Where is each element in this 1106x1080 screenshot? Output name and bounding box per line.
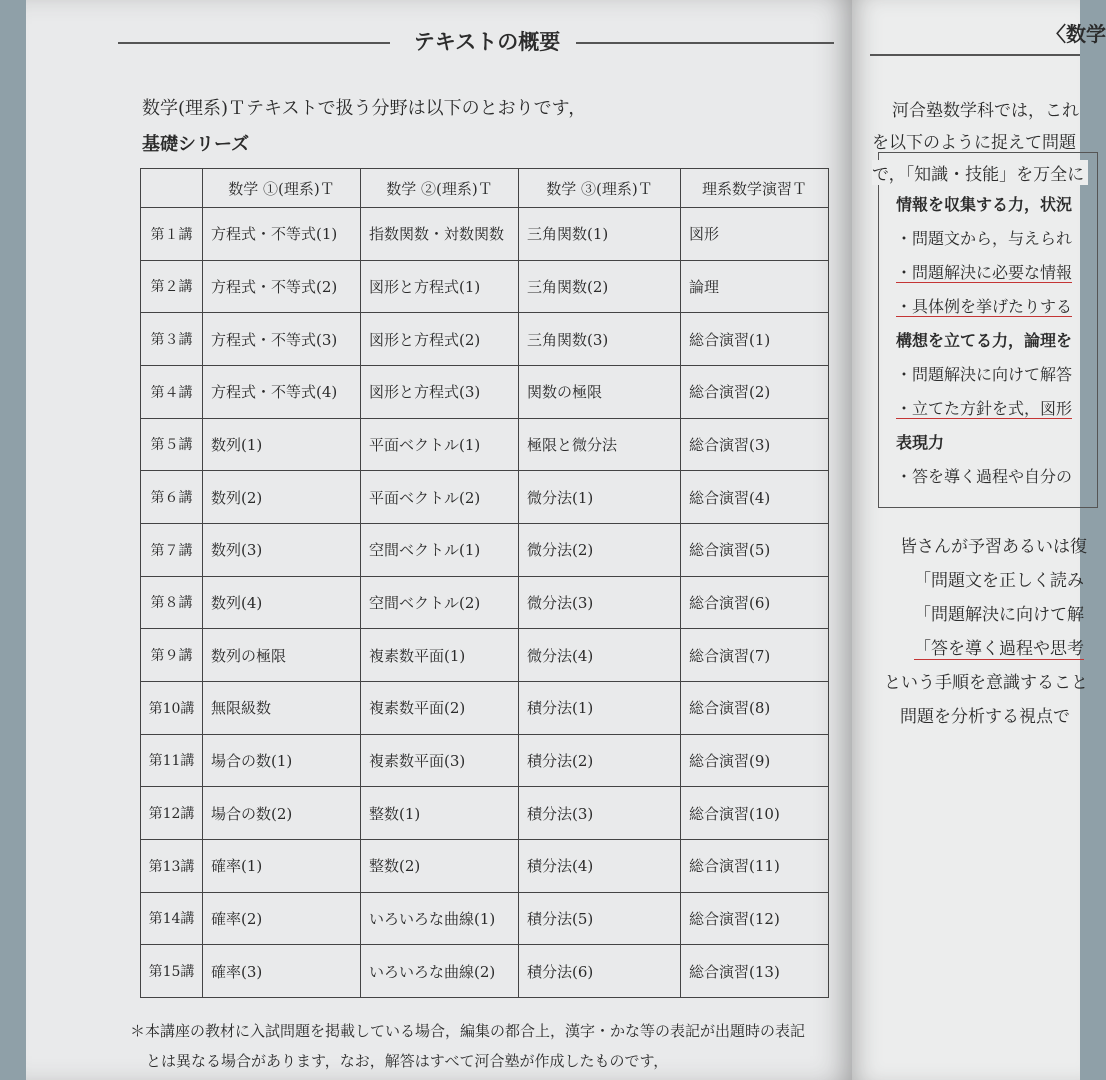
topic-cell: 場合の数(2) xyxy=(203,787,361,840)
topic-cell: 総合演習(1) xyxy=(681,313,829,366)
topic-cell: 複素数平面(3) xyxy=(361,734,519,787)
table-row xyxy=(141,681,829,734)
lecture-number-cell: 第９講 xyxy=(141,629,203,682)
lecture-number-cell: 第12講 xyxy=(141,787,203,840)
topic-cell: 数列の極限 xyxy=(203,629,361,682)
skills-box-item xyxy=(896,294,1072,317)
heading-rule-left xyxy=(118,42,390,44)
topic-cell: 総合演習(6) xyxy=(681,576,829,629)
lecture-number-cell: 第８講 xyxy=(141,576,203,629)
table-row xyxy=(141,787,829,840)
table-row xyxy=(141,629,829,682)
right-paragraph-line: 「問題解決に向けて解 xyxy=(914,605,1084,625)
skills-box-item: ・問題解決に向けて解答 xyxy=(896,365,1073,384)
skills-box-item xyxy=(896,396,1072,419)
topic-cell: 総合演習(3) xyxy=(681,418,829,471)
topic-cell: 関数の極限 xyxy=(519,365,681,418)
intro-text: 数学(理系)Ｔテキストで扱う分野は以下のとおりです， xyxy=(142,98,587,119)
topic-cell: 空間ベクトル(1) xyxy=(361,523,519,576)
header-cell: 数学 ③(理系)Ｔ xyxy=(519,169,681,208)
topic-cell: 積分法(1) xyxy=(519,681,681,734)
topic-cell: 積分法(5) xyxy=(519,892,681,945)
header-cell: 数学 ②(理系)Ｔ xyxy=(361,169,519,208)
topic-cell: 積分法(2) xyxy=(519,734,681,787)
topic-cell: 指数関数・対数関数 xyxy=(361,208,519,261)
topic-cell: 数列(4) xyxy=(203,576,361,629)
header-cell: 数学 ①(理系)Ｔ xyxy=(203,169,361,208)
lecture-number-cell: 第７講 xyxy=(141,523,203,576)
right-paragraph-line: 「問題文を正しく読み xyxy=(914,571,1084,591)
series-label: 基礎シリーズ xyxy=(142,134,250,155)
topic-cell: 積分法(3) xyxy=(519,787,681,840)
topic-cell: 総合演習(7) xyxy=(681,629,829,682)
topic-cell: 平面ベクトル(1) xyxy=(361,418,519,471)
lecture-number-cell: 第５講 xyxy=(141,418,203,471)
topic-cell: 図形 xyxy=(681,208,829,261)
footnote-line-2: とは異なる場合があります，なお，解答はすべて河合塾が作成したものです， xyxy=(146,1052,669,1070)
skills-box-item-text: ・問題解決に必要な情報 xyxy=(896,263,1073,282)
topic-cell: 総合演習(12) xyxy=(681,892,829,945)
right-paragraph-text: 「答を導く過程や思考 xyxy=(914,639,1084,659)
topic-cell: いろいろな曲線(2) xyxy=(361,945,519,998)
header-cell: 理系数学演習Ｔ xyxy=(681,169,829,208)
topic-cell: 総合演習(13) xyxy=(681,945,829,998)
lecture-number-cell: 第１講 xyxy=(141,208,203,261)
lecture-number-cell: 第４講 xyxy=(141,365,203,418)
topic-cell: 三角関数(2) xyxy=(519,260,681,313)
right-paragraph-line: 河合塾数学科では，これ xyxy=(892,101,1079,121)
table-row xyxy=(141,523,829,576)
lecture-number-cell: 第２講 xyxy=(141,260,203,313)
lecture-number-cell: 第14講 xyxy=(141,892,203,945)
table-row xyxy=(141,734,829,787)
topic-cell: 三角関数(1) xyxy=(519,208,681,261)
syllabus-table xyxy=(140,168,829,998)
topic-cell: 数列(2) xyxy=(203,471,361,524)
right-paragraph-line: を以下のように捉えて問題 xyxy=(872,133,1076,153)
right-paragraph-line: で，「知識・技能」を万全に xyxy=(872,160,1088,185)
right-page-rule xyxy=(870,54,1080,56)
topic-cell: 複素数平面(2) xyxy=(361,681,519,734)
topic-cell: 整数(1) xyxy=(361,787,519,840)
right-paragraph-line: 問題を分析する視点で xyxy=(900,707,1070,727)
lecture-number-cell: 第11講 xyxy=(141,734,203,787)
section-heading xyxy=(118,22,834,62)
topic-cell: 無限級数 xyxy=(203,681,361,734)
topic-cell: 極限と微分法 xyxy=(519,418,681,471)
skills-box-item xyxy=(896,260,1072,283)
table-row xyxy=(141,260,829,313)
topic-cell: 方程式・不等式(4) xyxy=(203,365,361,418)
table-row xyxy=(141,892,829,945)
right-paragraph-line xyxy=(914,634,1084,659)
topic-cell: 総合演習(8) xyxy=(681,681,829,734)
table-header-row xyxy=(141,169,829,208)
header-cell xyxy=(141,169,203,208)
table-row xyxy=(141,365,829,418)
topic-cell: 平面ベクトル(2) xyxy=(361,471,519,524)
lecture-number-cell: 第３講 xyxy=(141,313,203,366)
table-row xyxy=(141,471,829,524)
skills-box-item: ・答を導く過程や自分の xyxy=(896,467,1073,486)
lecture-number-cell: 第13講 xyxy=(141,839,203,892)
topic-cell: 場合の数(1) xyxy=(203,734,361,787)
lecture-number-cell: 第10講 xyxy=(141,681,203,734)
topic-cell: 総合演習(10) xyxy=(681,787,829,840)
table-row xyxy=(141,313,829,366)
topic-cell: 図形と方程式(2) xyxy=(361,313,519,366)
topic-cell: 図形と方程式(1) xyxy=(361,260,519,313)
heading-rule-right xyxy=(576,42,834,44)
topic-cell: 積分法(6) xyxy=(519,945,681,998)
skills-box-item-text: ・立てた方針を式，図形 xyxy=(896,399,1073,418)
topic-cell: 積分法(4) xyxy=(519,839,681,892)
topic-cell: 方程式・不等式(3) xyxy=(203,313,361,366)
topic-cell: 方程式・不等式(1) xyxy=(203,208,361,261)
topic-cell: 総合演習(5) xyxy=(681,523,829,576)
right-paragraph-line: という手順を意識すること xyxy=(884,673,1088,693)
topic-cell: 数列(3) xyxy=(203,523,361,576)
topic-cell: 論理 xyxy=(681,260,829,313)
table-row xyxy=(141,839,829,892)
topic-cell: 確率(3) xyxy=(203,945,361,998)
lecture-number-cell: 第15講 xyxy=(141,945,203,998)
lecture-number-cell: 第６講 xyxy=(141,471,203,524)
topic-cell: 空間ベクトル(2) xyxy=(361,576,519,629)
topic-cell: 三角関数(3) xyxy=(519,313,681,366)
topic-cell: 微分法(2) xyxy=(519,523,681,576)
footnote-line-1: ＊本講座の教材に入試問題を掲載している場合，編集の都合上，漢字・かな等の表記が出題時の表記 xyxy=(130,1022,806,1040)
topic-cell: 数列(1) xyxy=(203,418,361,471)
skills-box-item: 構想を立てる力，論理を xyxy=(896,331,1073,350)
topic-cell: 総合演習(4) xyxy=(681,471,829,524)
topic-cell: 微分法(3) xyxy=(519,576,681,629)
topic-cell: 整数(2) xyxy=(361,839,519,892)
skills-box-item: 情報を収集する力，状況 xyxy=(896,195,1073,214)
heading-text: テキストの概要 xyxy=(413,30,561,54)
table-row xyxy=(141,418,829,471)
table-row xyxy=(141,208,829,261)
topic-cell: いろいろな曲線(1) xyxy=(361,892,519,945)
topic-cell: 総合演習(11) xyxy=(681,839,829,892)
footnote xyxy=(130,1016,850,1076)
skills-box-item: 表現力 xyxy=(896,433,945,452)
topic-cell: 複素数平面(1) xyxy=(361,629,519,682)
right-page-heading: 〈数学 xyxy=(1046,22,1106,46)
right-paragraph-line: 皆さんが予習あるいは復 xyxy=(900,537,1087,557)
topic-cell: 総合演習(2) xyxy=(681,365,829,418)
topic-cell: 図形と方程式(3) xyxy=(361,365,519,418)
topic-cell: 確率(2) xyxy=(203,892,361,945)
skills-box-item-text: ・具体例を挙げたりする xyxy=(896,297,1073,316)
table-row xyxy=(141,576,829,629)
topic-cell: 方程式・不等式(2) xyxy=(203,260,361,313)
topic-cell: 微分法(1) xyxy=(519,471,681,524)
skills-box-item: ・問題文から，与えられ xyxy=(896,229,1073,248)
topic-cell: 確率(1) xyxy=(203,839,361,892)
topic-cell: 総合演習(9) xyxy=(681,734,829,787)
topic-cell: 微分法(4) xyxy=(519,629,681,682)
table-row xyxy=(141,945,829,998)
